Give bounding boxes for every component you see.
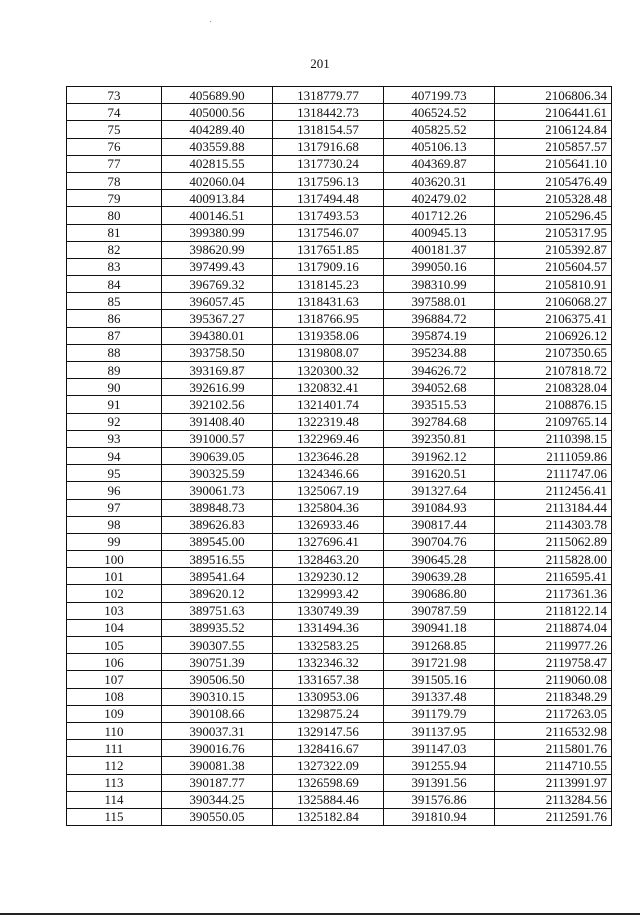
value-cell: 2111747.06 <box>495 465 612 482</box>
row-number-cell: 113 <box>67 774 162 791</box>
value-cell: 392102.56 <box>162 396 273 413</box>
table-row <box>67 619 612 636</box>
value-cell: 2106375.41 <box>495 310 612 327</box>
value-cell: 2118348.29 <box>495 688 612 705</box>
row-number-cell: 93 <box>67 430 162 447</box>
row-number-cell: 101 <box>67 568 162 585</box>
value-cell: 392616.99 <box>162 379 273 396</box>
value-cell: 2105476.49 <box>495 172 612 189</box>
row-number-cell: 79 <box>67 190 162 207</box>
value-cell: 1330953.06 <box>273 688 384 705</box>
table-row <box>67 344 612 361</box>
value-cell: 2114710.55 <box>495 757 612 774</box>
table-row <box>67 516 612 533</box>
value-cell: 1327696.41 <box>273 533 384 550</box>
value-cell: 405825.52 <box>384 121 495 138</box>
value-cell: 2106068.27 <box>495 293 612 310</box>
value-cell: 1317596.13 <box>273 172 384 189</box>
value-cell: 390310.15 <box>162 688 273 705</box>
value-cell: 391137.95 <box>384 722 495 739</box>
value-cell: 1319808.07 <box>273 344 384 361</box>
value-cell: 390187.77 <box>162 774 273 791</box>
page-bottom-edge <box>0 913 640 915</box>
row-number-cell: 110 <box>67 722 162 739</box>
value-cell: 2119758.47 <box>495 654 612 671</box>
value-cell: 2112456.41 <box>495 482 612 499</box>
value-cell: 403559.88 <box>162 138 273 155</box>
value-cell: 390550.05 <box>162 808 273 825</box>
value-cell: 2119977.26 <box>495 637 612 654</box>
value-cell: 389541.64 <box>162 568 273 585</box>
value-cell: 1328463.20 <box>273 551 384 568</box>
value-cell: 393169.87 <box>162 362 273 379</box>
table-row <box>67 138 612 155</box>
row-number-cell: 106 <box>67 654 162 671</box>
table-row <box>67 362 612 379</box>
row-number-cell: 100 <box>67 551 162 568</box>
row-number-cell: 94 <box>67 447 162 464</box>
value-cell: 2114303.78 <box>495 516 612 533</box>
value-cell: 391327.64 <box>384 482 495 499</box>
value-cell: 2105328.48 <box>495 190 612 207</box>
value-cell: 1329230.12 <box>273 568 384 585</box>
row-number-cell: 107 <box>67 671 162 688</box>
value-cell: 1325884.46 <box>273 791 384 808</box>
table-row <box>67 705 612 722</box>
value-cell: 1317916.68 <box>273 138 384 155</box>
value-cell: 1318431.63 <box>273 293 384 310</box>
value-cell: 2107350.65 <box>495 344 612 361</box>
value-cell: 395874.19 <box>384 327 495 344</box>
value-cell: 1327322.09 <box>273 757 384 774</box>
value-cell: 389545.00 <box>162 533 273 550</box>
table-row <box>67 722 612 739</box>
value-cell: 400945.13 <box>384 224 495 241</box>
value-cell: 394380.01 <box>162 327 273 344</box>
value-cell: 396057.45 <box>162 293 273 310</box>
value-cell: 403620.31 <box>384 172 495 189</box>
value-cell: 395367.27 <box>162 310 273 327</box>
table-row <box>67 447 612 464</box>
value-cell: 2108328.04 <box>495 379 612 396</box>
value-cell: 390325.59 <box>162 465 273 482</box>
value-cell: 390645.28 <box>384 551 495 568</box>
value-cell: 391576.86 <box>384 791 495 808</box>
row-number-cell: 76 <box>67 138 162 155</box>
value-cell: 398620.99 <box>162 241 273 258</box>
value-cell: 1329147.56 <box>273 722 384 739</box>
value-cell: 1318766.95 <box>273 310 384 327</box>
value-cell: 1329993.42 <box>273 585 384 602</box>
value-cell: 406524.52 <box>384 104 495 121</box>
value-cell: 390061.73 <box>162 482 273 499</box>
value-cell: 2115828.00 <box>495 551 612 568</box>
value-cell: 393758.50 <box>162 344 273 361</box>
value-cell: 391337.48 <box>384 688 495 705</box>
row-number-cell: 86 <box>67 310 162 327</box>
value-cell: 1317493.53 <box>273 207 384 224</box>
value-cell: 2117361.36 <box>495 585 612 602</box>
value-cell: 1319358.06 <box>273 327 384 344</box>
value-cell: 1324346.66 <box>273 465 384 482</box>
table-body <box>67 87 612 826</box>
value-cell: 399380.99 <box>162 224 273 241</box>
value-cell: 1325182.84 <box>273 808 384 825</box>
value-cell: 394626.72 <box>384 362 495 379</box>
value-cell: 2107818.72 <box>495 362 612 379</box>
row-number-cell: 91 <box>67 396 162 413</box>
row-number-cell: 105 <box>67 637 162 654</box>
value-cell: 391255.94 <box>384 757 495 774</box>
value-cell: 1317546.07 <box>273 224 384 241</box>
value-cell: 394052.68 <box>384 379 495 396</box>
value-cell: 390787.59 <box>384 602 495 619</box>
value-cell: 397499.43 <box>162 258 273 275</box>
value-cell: 1318442.73 <box>273 104 384 121</box>
value-cell: 2105296.45 <box>495 207 612 224</box>
value-cell: 392784.68 <box>384 413 495 430</box>
coordinates-table <box>66 86 612 826</box>
value-cell: 397588.01 <box>384 293 495 310</box>
value-cell: 2108876.15 <box>495 396 612 413</box>
row-number-cell: 80 <box>67 207 162 224</box>
table-row <box>67 396 612 413</box>
row-number-cell: 104 <box>67 619 162 636</box>
table-row <box>67 207 612 224</box>
value-cell: 390686.80 <box>384 585 495 602</box>
value-cell: 2113284.56 <box>495 791 612 808</box>
value-cell: 390751.39 <box>162 654 273 671</box>
row-number-cell: 109 <box>67 705 162 722</box>
row-number-cell: 81 <box>67 224 162 241</box>
value-cell: 2112591.76 <box>495 808 612 825</box>
value-cell: 390108.66 <box>162 705 273 722</box>
value-cell: 391721.98 <box>384 654 495 671</box>
row-number-cell: 82 <box>67 241 162 258</box>
row-number-cell: 88 <box>67 344 162 361</box>
value-cell: 2115062.89 <box>495 533 612 550</box>
table-row <box>67 241 612 258</box>
value-cell: 1325804.36 <box>273 499 384 516</box>
row-number-cell: 83 <box>67 258 162 275</box>
coordinates-table-container <box>66 86 612 826</box>
table-row <box>67 654 612 671</box>
value-cell: 402060.04 <box>162 172 273 189</box>
table-row <box>67 379 612 396</box>
row-number-cell: 77 <box>67 155 162 172</box>
value-cell: 2105317.95 <box>495 224 612 241</box>
table-row <box>67 551 612 568</box>
row-number-cell: 84 <box>67 276 162 293</box>
value-cell: 2111059.86 <box>495 447 612 464</box>
value-cell: 2115801.76 <box>495 740 612 757</box>
row-number-cell: 102 <box>67 585 162 602</box>
value-cell: 2113991.97 <box>495 774 612 791</box>
value-cell: 1326933.46 <box>273 516 384 533</box>
value-cell: 2117263.05 <box>495 705 612 722</box>
value-cell: 391147.03 <box>384 740 495 757</box>
value-cell: 389620.12 <box>162 585 273 602</box>
value-cell: 390704.76 <box>384 533 495 550</box>
row-number-cell: 89 <box>67 362 162 379</box>
value-cell: 390016.76 <box>162 740 273 757</box>
value-cell: 392350.81 <box>384 430 495 447</box>
row-number-cell: 99 <box>67 533 162 550</box>
value-cell: 398310.99 <box>384 276 495 293</box>
value-cell: 2116532.98 <box>495 722 612 739</box>
value-cell: 1320832.41 <box>273 379 384 396</box>
value-cell: 1332583.25 <box>273 637 384 654</box>
value-cell: 1318779.77 <box>273 87 384 104</box>
value-cell: 391268.85 <box>384 637 495 654</box>
value-cell: 405106.13 <box>384 138 495 155</box>
value-cell: 2105604.57 <box>495 258 612 275</box>
value-cell: 1317494.48 <box>273 190 384 207</box>
value-cell: 391962.12 <box>384 447 495 464</box>
value-cell: 404369.87 <box>384 155 495 172</box>
value-cell: 390817.44 <box>384 516 495 533</box>
row-number-cell: 85 <box>67 293 162 310</box>
value-cell: 396884.72 <box>384 310 495 327</box>
row-number-cell: 103 <box>67 602 162 619</box>
value-cell: 389848.73 <box>162 499 273 516</box>
value-cell: 1331657.38 <box>273 671 384 688</box>
value-cell: 390639.05 <box>162 447 273 464</box>
value-cell: 402815.55 <box>162 155 273 172</box>
value-cell: 390941.18 <box>384 619 495 636</box>
row-number-cell: 111 <box>67 740 162 757</box>
table-row <box>67 808 612 825</box>
value-cell: 399050.16 <box>384 258 495 275</box>
row-number-cell: 78 <box>67 172 162 189</box>
value-cell: 389935.52 <box>162 619 273 636</box>
table-row <box>67 276 612 293</box>
table-row <box>67 499 612 516</box>
value-cell: 2119060.08 <box>495 671 612 688</box>
value-cell: 391505.16 <box>384 671 495 688</box>
table-row <box>67 465 612 482</box>
value-cell: 391179.79 <box>384 705 495 722</box>
value-cell: 1323646.28 <box>273 447 384 464</box>
value-cell: 391391.56 <box>384 774 495 791</box>
value-cell: 2118874.04 <box>495 619 612 636</box>
row-number-cell: 97 <box>67 499 162 516</box>
value-cell: 1320300.32 <box>273 362 384 379</box>
table-row <box>67 430 612 447</box>
value-cell: 1318154.57 <box>273 121 384 138</box>
value-cell: 1326598.69 <box>273 774 384 791</box>
table-row <box>67 637 612 654</box>
value-cell: 391810.94 <box>384 808 495 825</box>
value-cell: 395234.88 <box>384 344 495 361</box>
value-cell: 2106441.61 <box>495 104 612 121</box>
table-row <box>67 121 612 138</box>
value-cell: 400181.37 <box>384 241 495 258</box>
value-cell: 1329875.24 <box>273 705 384 722</box>
table-row <box>67 310 612 327</box>
table-row <box>67 585 612 602</box>
table-row <box>67 688 612 705</box>
value-cell: 391000.57 <box>162 430 273 447</box>
value-cell: 400913.84 <box>162 190 273 207</box>
value-cell: 2105857.57 <box>495 138 612 155</box>
value-cell: 390344.25 <box>162 791 273 808</box>
value-cell: 391408.40 <box>162 413 273 430</box>
table-row <box>67 293 612 310</box>
table-row <box>67 671 612 688</box>
value-cell: 405689.90 <box>162 87 273 104</box>
value-cell: 2116595.41 <box>495 568 612 585</box>
row-number-cell: 95 <box>67 465 162 482</box>
value-cell: 393515.53 <box>384 396 495 413</box>
value-cell: 407199.73 <box>384 87 495 104</box>
value-cell: 389516.55 <box>162 551 273 568</box>
value-cell: 1322969.46 <box>273 430 384 447</box>
row-number-cell: 112 <box>67 757 162 774</box>
value-cell: 1330749.39 <box>273 602 384 619</box>
value-cell: 401712.26 <box>384 207 495 224</box>
value-cell: 402479.02 <box>384 190 495 207</box>
table-row <box>67 602 612 619</box>
row-number-cell: 98 <box>67 516 162 533</box>
table-row <box>67 104 612 121</box>
value-cell: 2106926.12 <box>495 327 612 344</box>
table-row <box>67 791 612 808</box>
value-cell: 2118122.14 <box>495 602 612 619</box>
value-cell: 390639.28 <box>384 568 495 585</box>
value-cell: 405000.56 <box>162 104 273 121</box>
value-cell: 390307.55 <box>162 637 273 654</box>
value-cell: 1331494.36 <box>273 619 384 636</box>
row-number-cell: 115 <box>67 808 162 825</box>
page-number: 201 <box>310 56 330 71</box>
table-row <box>67 190 612 207</box>
row-number-cell: 87 <box>67 327 162 344</box>
table-row <box>67 155 612 172</box>
row-number-cell: 73 <box>67 87 162 104</box>
table-row <box>67 87 612 104</box>
table-row <box>67 224 612 241</box>
value-cell: 2105392.87 <box>495 241 612 258</box>
row-number-cell: 108 <box>67 688 162 705</box>
table-row <box>67 757 612 774</box>
value-cell: 404289.40 <box>162 121 273 138</box>
value-cell: 2105641.10 <box>495 155 612 172</box>
table-row <box>67 258 612 275</box>
value-cell: 2110398.15 <box>495 430 612 447</box>
table-row <box>67 740 612 757</box>
table-row <box>67 533 612 550</box>
value-cell: 1325067.19 <box>273 482 384 499</box>
table-row <box>67 327 612 344</box>
value-cell: 391620.51 <box>384 465 495 482</box>
value-cell: 391084.93 <box>384 499 495 516</box>
value-cell: 390037.31 <box>162 722 273 739</box>
value-cell: 390506.50 <box>162 671 273 688</box>
value-cell: 1318145.23 <box>273 276 384 293</box>
value-cell: 2105810.91 <box>495 276 612 293</box>
value-cell: 396769.32 <box>162 276 273 293</box>
row-number-cell: 90 <box>67 379 162 396</box>
value-cell: 2113184.44 <box>495 499 612 516</box>
scan-speck <box>210 21 211 22</box>
table-row <box>67 172 612 189</box>
value-cell: 390081.38 <box>162 757 273 774</box>
value-cell: 1321401.74 <box>273 396 384 413</box>
value-cell: 389751.63 <box>162 602 273 619</box>
table-row <box>67 482 612 499</box>
value-cell: 389626.83 <box>162 516 273 533</box>
value-cell: 1317730.24 <box>273 155 384 172</box>
value-cell: 2106806.34 <box>495 87 612 104</box>
value-cell: 1328416.67 <box>273 740 384 757</box>
value-cell: 400146.51 <box>162 207 273 224</box>
value-cell: 1317651.85 <box>273 241 384 258</box>
row-number-cell: 114 <box>67 791 162 808</box>
value-cell: 2109765.14 <box>495 413 612 430</box>
row-number-cell: 92 <box>67 413 162 430</box>
value-cell: 1322319.48 <box>273 413 384 430</box>
row-number-cell: 74 <box>67 104 162 121</box>
value-cell: 2106124.84 <box>495 121 612 138</box>
value-cell: 1317909.16 <box>273 258 384 275</box>
row-number-cell: 96 <box>67 482 162 499</box>
table-row <box>67 568 612 585</box>
table-row <box>67 774 612 791</box>
row-number-cell: 75 <box>67 121 162 138</box>
table-row <box>67 413 612 430</box>
value-cell: 1332346.32 <box>273 654 384 671</box>
